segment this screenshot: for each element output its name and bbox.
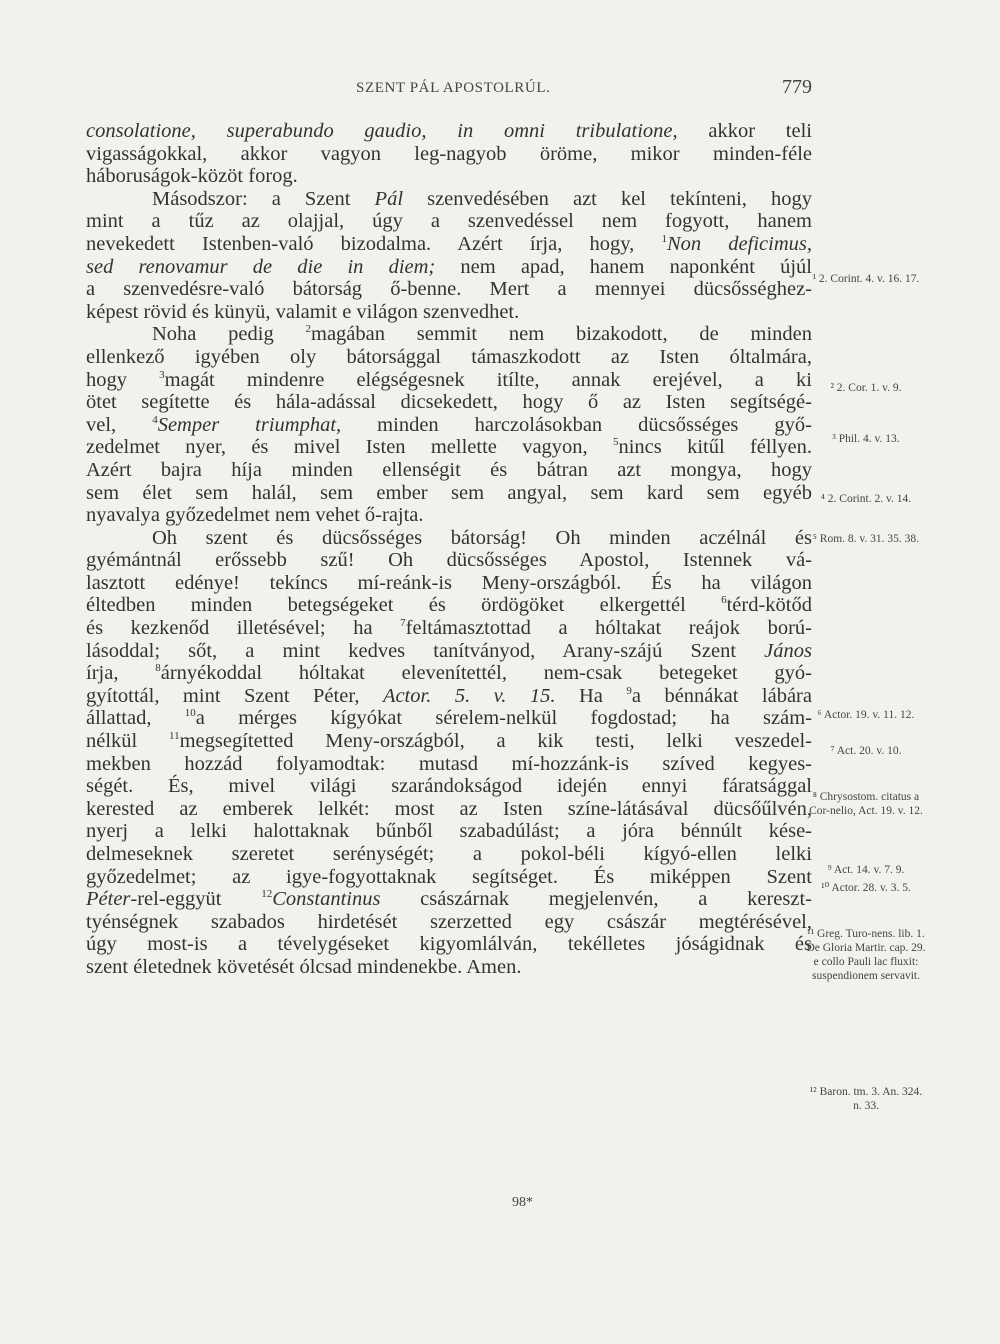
margin-note: ⁹ Act. 14. v. 7. 9. [827,864,905,876]
page-number: 779 [782,76,812,98]
text-line: a szenvedésre-való bátorság ő-benne. Mert a mennyei dücsősséghez- [86,278,812,301]
text-line: ségét. És, mivel világi szarándokságod idején ennyi fáratsággal [86,775,812,798]
margin-note: ⁷ Act. 20. v. 10. [830,745,902,757]
text-line: mint a tűz az olajjal, úgy a szenvedéssel nem fogyott, hanem [86,210,812,233]
text-line: vigasságokkal, akkor vagyon leg-nagyob öröme, mikor minden-féle [86,142,812,165]
margin-note: ¹¹ Greg. Turo-nens. lib. 1. De Gloria Martir. cap. 29. e collo Pauli lac fluxit: suspendionem servavit. [806,928,926,982]
running-header [0,76,1000,104]
text-line: Noha pedig $^2$magában semmit nem bizakodott, de minden [152,323,812,346]
text-line: mekben hozzád folyamodtak: mutasd mí-hozzánk-is szíved kegyes- [86,752,812,775]
text-line: consolatione, superabundo gaudio, in omni tribulatione, akkor teli [86,120,812,142]
text-line: nevekedett Istenben-való bizodalma. Azért írja, hogy, $^1$Non deficimus, [86,232,812,255]
text-line: Azért bajra híja minden ellenségit és bátran azt mongya, hogy [86,458,812,481]
text-line: és kezkenőd illetésével; ha $^7$feltámasztottad a hóltakat reájok ború- [86,617,812,640]
text-line: sem élet sem halál, sem ember sem angyal, sem kard sem egyéb [86,481,812,504]
text-line: Oh szent és dücsősséges bátorság! Oh minden aczélnál és [152,526,812,549]
text-line: írja, $^8$árnyékoddal hóltakat elevenítettél, nem-csak betegeket gyó- [86,662,812,685]
text-line: lásoddal; sőt, a mint kedves tanítványod, Arany-szájú Szent János [86,639,812,662]
text-line: ellenkező igyében oly bátorsággal támaszkodott az Isten óltalmára, [86,345,812,368]
text-line: hogy $^3$magát mindenre elégségesnek itílte, annak erejével, a ki [86,368,812,391]
text-line: gyítottál, mint Szent Péter, Actor. 5. v. 15. Ha $^9$a bénnákat lábára [86,684,812,707]
margin-note: ⁶ Actor. 19. v. 11. 12. [817,709,915,721]
text-line: tyénségnek szabados hirdetését szerzetted egy császár megtérésével, [86,910,812,933]
margin-note: ⁴ 2. Corint. 2. v. 14. [820,493,912,505]
text-line: Péter-rel-eggyüt $^{12}$Constantinus császárnak megjelenvén, a kereszt- [86,888,812,911]
margin-note: ⁵ Rom. 8. v. 31. 35. 38. [812,533,920,545]
text-line: kerested az emberek lelkét: most az Isten színe-látásával dücsőűlvén, [86,797,812,820]
text-line: lasztott edénye! tekíncs mí-reánk-is Meny-országból. És ha világon [86,571,812,594]
text-line: gyémántnál erőssebb szű! Oh dücsősséges Apostol, Istennek vá- [86,549,812,572]
text-line: ötet segítette és hála-adással dicsekedett, hogy ő az Isten segítségé- [86,391,812,414]
running-title: SZENT PÁL APOSTOLRÚL. [356,80,551,96]
text-line: győzedelmet; az igye-fogyottaknak segítséget. És miképpen Szent [86,865,812,888]
margin-note: ¹⁰ Actor. 28. v. 3. 5. [821,882,911,894]
text-line: nyavalya győzedelmet nem vehet ő-rajta. [86,504,424,527]
text-line: állattad, $^{10}$a mérges kígyókat sérelem-nelkül fogdostad; ha szám- [86,707,812,730]
text-line: úgy most-is a tévelygéseket kigyomlálván, tekélletes jóságidnak és [86,933,812,956]
text-line: sed renovamur de die in diem; nem apad, hanem naponként újúl [86,255,812,278]
margin-note: ² 2. Cor. 1. v. 9. [830,382,902,394]
margin-note: ¹² Baron. tm. 3. An. 324. n. 33. [809,1086,923,1112]
margin-note: ³ Phil. 4. v. 13. [832,433,900,445]
text-line: éltedben minden betegségeket és ördögöket elkergettél $^6$térd-kötőd [86,594,812,617]
body-text [86,120,812,979]
margin-note: ⁸ Chrysostom. citatus a Cor-nelio, Act. 19. v. 12. [809,791,923,817]
text-line: zedelmet nyer, és mivel Isten mellette vagyon, $^5$nincs kitűl féllyen. [86,436,812,459]
text-line: háboruságok-közöt forog. [86,165,298,188]
text-line: vel, $^4$Semper triumphat, minden harczolásokban dücsősséges győ- [86,413,812,436]
text-line: képest rövid és künyü, valamit e világon szenvedhet. [86,300,520,323]
signature-mark: 98* [512,1195,533,1210]
text-line: Másodszor: a Szent Pál szenvedésében azt kel tekínteni, hogy [152,187,813,210]
text-line: nyerj a lelki halottaknak bűnből szabadúlást; a jóra bénnúlt kése- [86,820,812,843]
text-line: nélkül $^{11}$megsegítetted Meny-országból, a kik testi, lelki veszedel- [86,730,812,753]
text-line: delmeseknek szeretet serénységét; a pokol-béli kígyó-ellen lelki [86,843,812,865]
text-line: szent életednek követését ólcsad mindenekbe. Amen. [86,955,522,978]
margin-note: ¹ 2. Corint. 4. v. 16. 17. [812,273,920,285]
